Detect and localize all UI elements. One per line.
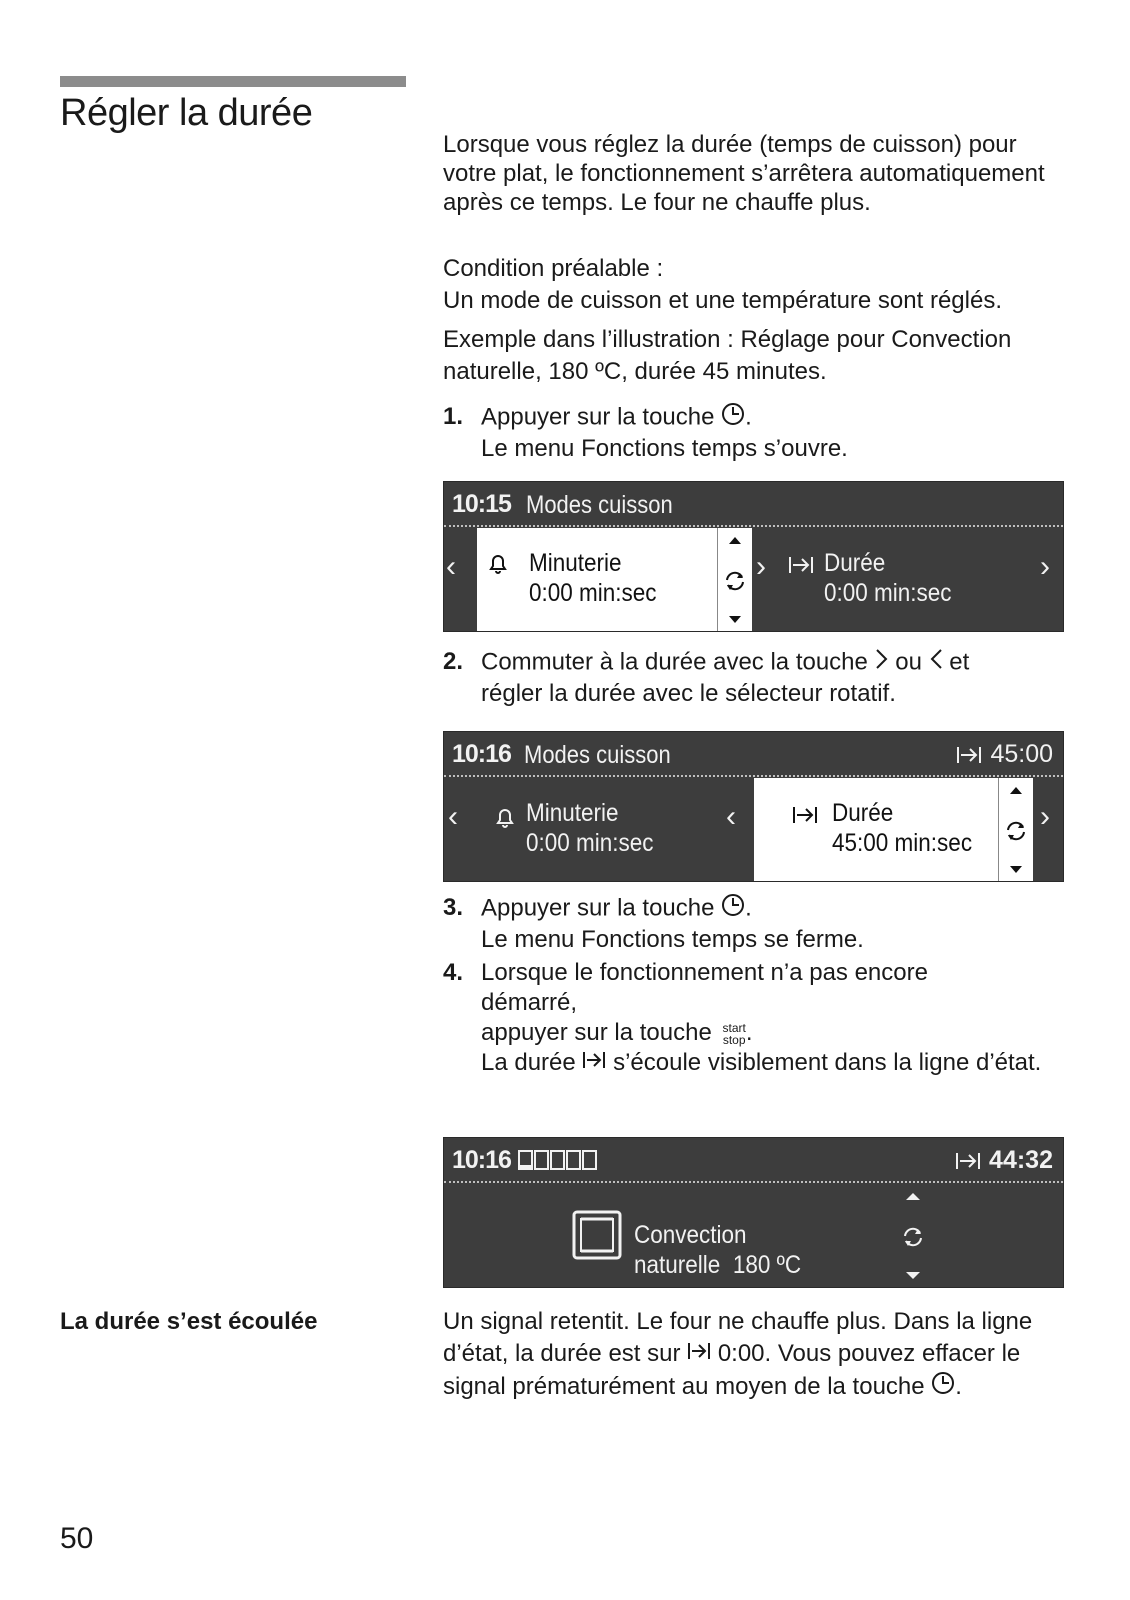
oven-display-1 bbox=[443, 481, 1064, 632]
step-result: Le menu Fonctions temps s’ouvre. bbox=[481, 435, 848, 462]
chevron-right-icon[interactable]: › bbox=[1040, 550, 1050, 583]
oven-display-3 bbox=[443, 1137, 1064, 1288]
step-number: 2. bbox=[443, 648, 464, 675]
timer-value: 0:00 min:sec bbox=[526, 829, 654, 857]
duration-value: 0:00 min:sec bbox=[824, 579, 952, 607]
subsection-label: La durée s’est écoulée bbox=[60, 1308, 318, 1335]
duration-value: 45:00 min:sec bbox=[832, 829, 973, 857]
mode-name-2: naturelle bbox=[634, 1251, 721, 1279]
step-text-3b: s’écoule visiblement dans la ligne d’état. bbox=[613, 1049, 1042, 1076]
step-text: Appuyer sur la touche bbox=[481, 403, 715, 431]
display-header bbox=[444, 482, 1063, 527]
status-duration bbox=[955, 1146, 1053, 1175]
elapsed-paragraph: Un signal retentit. Le four ne chauffe plus. Dans la ligne d’état, la durée est sur 0:00. Vous pouvez effacer le signal prématurément au moyen de la touche . bbox=[443, 1306, 1073, 1404]
page-number: 50 bbox=[60, 1522, 94, 1555]
chevron-right-icon[interactable]: › bbox=[1040, 800, 1050, 833]
bell-icon bbox=[485, 550, 511, 581]
chevron-right-icon bbox=[875, 647, 889, 679]
status-duration-value: 45:00 bbox=[990, 740, 1053, 768]
chevron-right-icon[interactable]: › bbox=[756, 550, 766, 583]
display-header bbox=[444, 732, 1063, 777]
step-text-and: et bbox=[949, 648, 970, 676]
chevron-left-icon[interactable]: ‹ bbox=[726, 800, 736, 833]
step-1: 1. Appuyer sur la touche . Le menu Fonctions temps s’ouvre. bbox=[443, 403, 848, 462]
step-text-2: régler la durée avec le sélecteur rotatif. bbox=[481, 680, 896, 707]
clock-time: 10:16 bbox=[452, 740, 511, 768]
temperature-value: 180 ºC bbox=[732, 1251, 802, 1279]
clock-time: 10:16 bbox=[452, 1146, 511, 1174]
chevron-left-icon[interactable]: ‹ bbox=[448, 800, 458, 833]
step-text-3: La durée bbox=[481, 1049, 576, 1076]
section-title: Régler la durée bbox=[60, 92, 313, 134]
condition-text: Un mode de cuisson et une température sont réglés. bbox=[443, 287, 1002, 314]
status-duration bbox=[956, 740, 1053, 769]
timer-label: Minuterie bbox=[529, 549, 622, 577]
scroll-control[interactable] bbox=[896, 1186, 930, 1291]
oven-mode-icon bbox=[572, 1210, 622, 1265]
step-text-or: ou bbox=[895, 648, 922, 676]
start-stop-icon: start stop bbox=[722, 1020, 746, 1047]
status-duration-value: 44:32 bbox=[989, 1146, 1053, 1174]
step-text: Lorsque le fonctionnement n’a pas encore démarré, bbox=[481, 959, 928, 1016]
step-text: Appuyer sur la touche bbox=[481, 894, 715, 922]
oven-display-2 bbox=[443, 731, 1064, 882]
mode-label: Modes cuisson bbox=[526, 491, 673, 519]
condition-block bbox=[443, 254, 1073, 315]
timer-value: 0:00 min:sec bbox=[529, 579, 657, 607]
chevron-left-icon bbox=[929, 647, 943, 679]
mode-name: Convection bbox=[634, 1221, 747, 1249]
step-number: 3. bbox=[443, 894, 464, 921]
duration-icon bbox=[582, 1049, 606, 1079]
chevron-left-icon[interactable]: ‹ bbox=[446, 550, 456, 583]
duration-icon bbox=[792, 804, 818, 831]
step-2 bbox=[443, 647, 1073, 709]
example-text: Exemple dans l’illustration : Réglage pour Convection naturelle, 180 ºC, durée 45 minutes. bbox=[443, 326, 1012, 385]
display-header bbox=[444, 1138, 1063, 1183]
bell-icon bbox=[492, 804, 518, 835]
duration-icon bbox=[687, 1339, 711, 1371]
duration-icon bbox=[956, 744, 982, 766]
step-result: Le menu Fonctions temps se ferme. bbox=[481, 926, 864, 953]
clock-icon bbox=[931, 1371, 955, 1404]
step-text: Commuter à la durée avec la touche bbox=[481, 648, 868, 676]
clock-icon bbox=[721, 893, 745, 925]
elapsed-text-a: Un signal retentit. Le four ne chauffe plus. Dans la ligne d’état, la durée est sur bbox=[443, 1308, 1033, 1367]
clock-time: 10:15 bbox=[452, 490, 511, 518]
scroll-control[interactable] bbox=[717, 528, 752, 631]
step-3: 3. Appuyer sur la touche . Le menu Fonctions temps se ferme. bbox=[443, 894, 864, 953]
duration-icon bbox=[955, 1150, 981, 1172]
timer-field[interactable] bbox=[477, 528, 717, 631]
example-paragraph bbox=[443, 324, 1073, 388]
intro-paragraph bbox=[443, 130, 1073, 217]
heating-bars-icon bbox=[518, 1150, 598, 1175]
timer-label: Minuterie bbox=[526, 799, 619, 827]
step-number: 4. bbox=[443, 959, 464, 986]
section-rule bbox=[60, 76, 406, 87]
condition-label: Condition préalable : bbox=[443, 255, 664, 282]
duration-label: Durée bbox=[824, 549, 886, 577]
duration-field[interactable] bbox=[754, 778, 998, 881]
clock-icon bbox=[721, 402, 745, 434]
step-text-2: appuyer sur la touche bbox=[481, 1019, 712, 1046]
elapsed-text-b: 0:00. Vous pouvez effacer le signal prématurément au moyen de la touche bbox=[443, 1340, 1021, 1400]
duration-icon bbox=[788, 554, 814, 581]
step-number: 1. bbox=[443, 403, 464, 430]
mode-label: Modes cuisson bbox=[524, 741, 671, 769]
step-4: 4. Lorsque le fonctionnement n’a pas encore démarré, appuyer sur la touche start stop. La durée s’écoule visiblement dans la ligne d’état. bbox=[443, 958, 1073, 1079]
duration-label: Durée bbox=[832, 799, 894, 827]
scroll-control[interactable] bbox=[998, 778, 1033, 881]
intro-text: Lorsque vous réglez la durée (temps de cuisson) pour votre plat, le fonctionnement s’arrêtera automatiquement après ce temps. Le four ne chauffe plus. bbox=[443, 131, 1045, 216]
